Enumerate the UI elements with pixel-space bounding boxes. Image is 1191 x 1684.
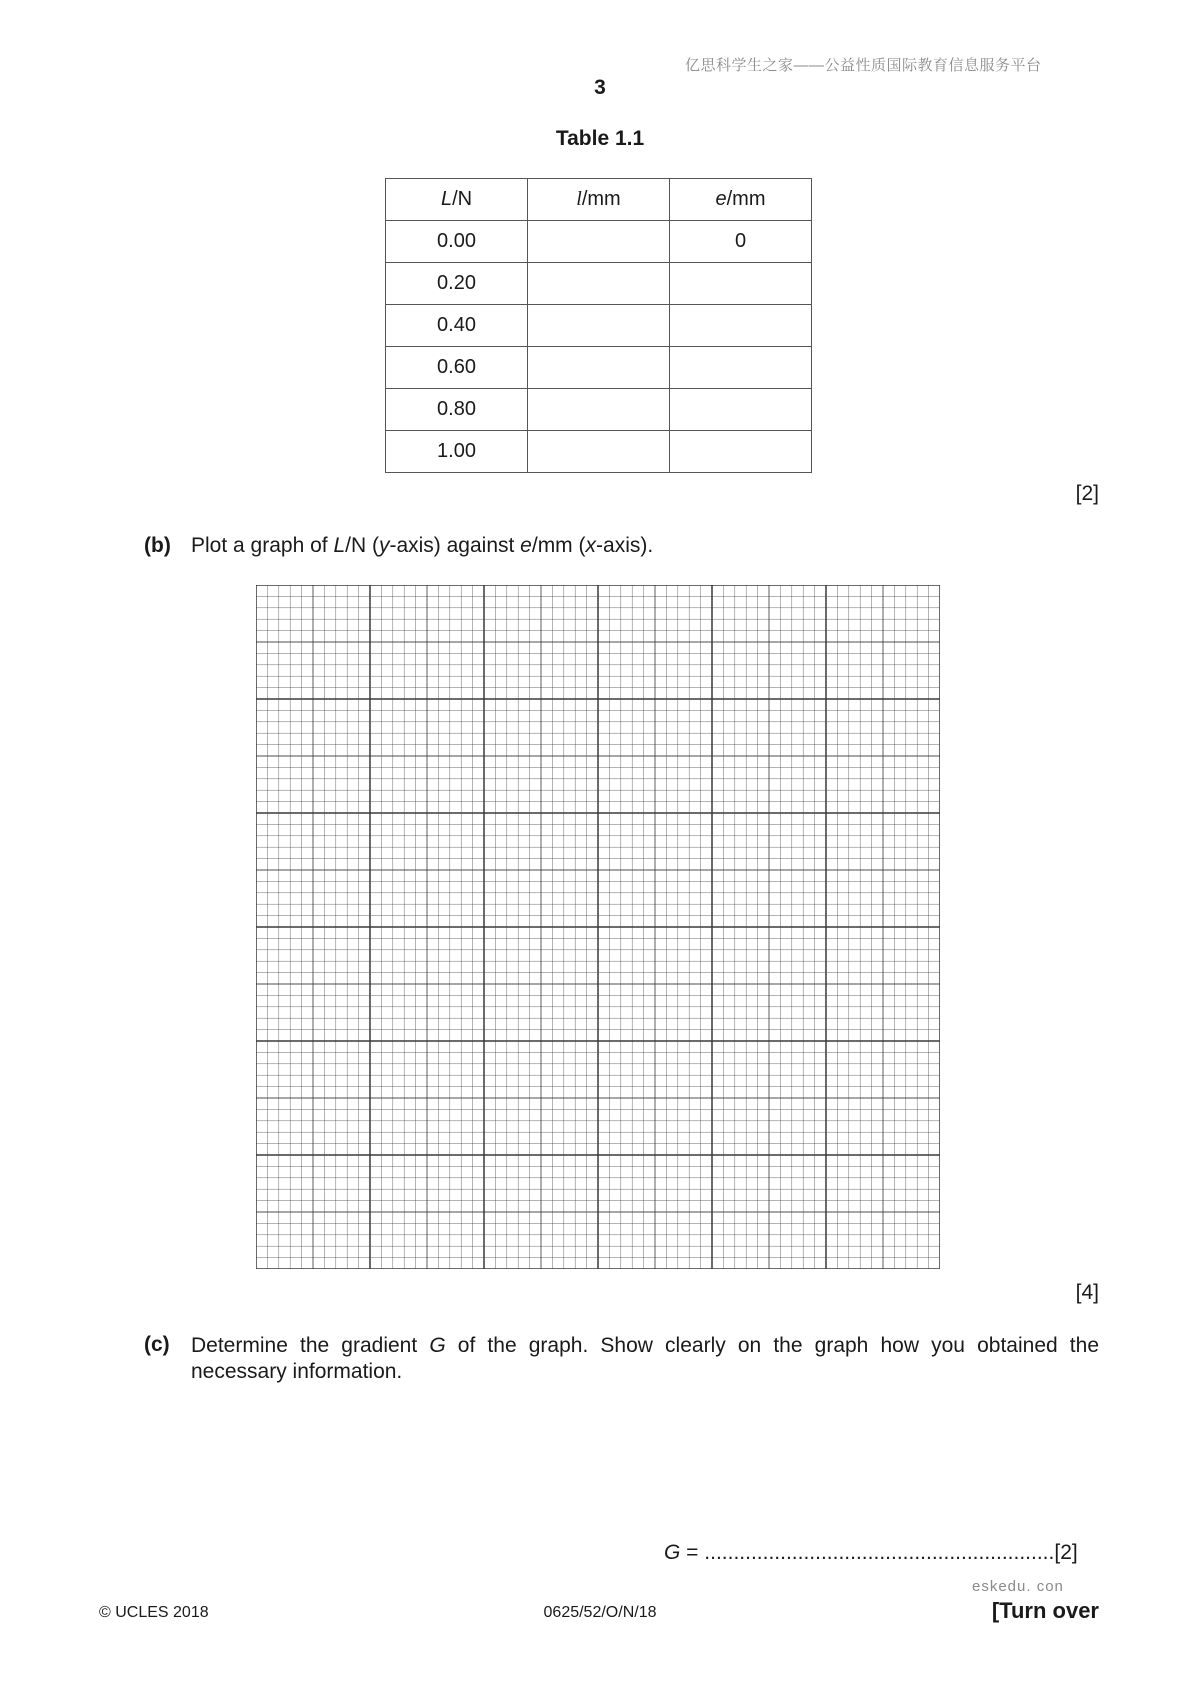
cell-load: 0.40 <box>386 305 528 347</box>
question-c-label: (c) <box>144 1333 170 1356</box>
header-load-symbol: L <box>440 188 453 210</box>
cell-length[interactable] <box>528 431 670 473</box>
footer-copyright: © UCLES 2018 <box>99 1604 209 1621</box>
cell-length[interactable] <box>528 389 670 431</box>
question-b-text-part: /N ( <box>345 534 379 557</box>
graph-grid[interactable] <box>256 585 940 1269</box>
cell-load: 0.80 <box>386 389 528 431</box>
footer-paper-code: 0625/52/O/N/18 <box>543 1604 657 1621</box>
question-b-text-part: /mm ( <box>531 534 586 557</box>
header-length-unit: /mm <box>581 188 621 210</box>
table-marks: [2] <box>1075 482 1099 505</box>
answer-dots[interactable]: ............................................................ <box>704 1541 1055 1564</box>
cell-load: 0.60 <box>386 347 528 389</box>
symbol-y: y <box>378 534 390 557</box>
table-row <box>386 305 812 347</box>
cell-length[interactable] <box>528 305 670 347</box>
answer-symbol: G <box>664 1541 681 1564</box>
cell-extension[interactable] <box>670 431 812 473</box>
question-b-text <box>191 534 653 558</box>
cell-load: 0.00 <box>386 221 528 263</box>
cell-load: 1.00 <box>386 431 528 473</box>
symbol-x: x <box>585 534 597 557</box>
graph-marks: [4] <box>1075 1281 1099 1304</box>
table-row <box>386 389 812 431</box>
question-b-text-part: -axis) against <box>389 534 521 557</box>
header-length-symbol: l <box>576 188 582 210</box>
header-load-unit: /N <box>452 188 473 210</box>
cell-extension[interactable] <box>670 263 812 305</box>
question-c-text-part: of the graph. Show clearly on the graph how you obtained the necessary information. <box>191 1334 1099 1383</box>
header-extension-unit: /mm <box>726 188 766 210</box>
cell-extension[interactable] <box>670 305 812 347</box>
table-row <box>386 347 812 389</box>
data-table <box>385 178 812 473</box>
answer-marks: [2] <box>1054 1541 1078 1564</box>
cell-extension[interactable] <box>670 347 812 389</box>
header-watermark: 亿思科学生之家——公益性质国际教育信息服务平台 <box>685 57 1042 74</box>
cell-load: 0.20 <box>386 263 528 305</box>
cell-extension[interactable]: 0 <box>670 221 812 263</box>
symbol-e: e <box>520 534 532 557</box>
table-header-row <box>386 179 812 221</box>
question-b-text-part: -axis). <box>596 534 654 557</box>
header-extension <box>670 179 812 221</box>
gradient-answer-line[interactable] <box>664 1541 1078 1565</box>
table-row <box>386 263 812 305</box>
cell-extension[interactable] <box>670 389 812 431</box>
page-number: 3 <box>594 76 606 99</box>
footer-watermark: eskedu. con <box>972 1578 1064 1595</box>
question-c-text-part: Determine the gradient <box>191 1334 430 1357</box>
header-load <box>386 179 528 221</box>
header-extension-symbol: e <box>715 188 727 210</box>
answer-equals: = <box>680 1541 705 1564</box>
cell-length[interactable] <box>528 347 670 389</box>
question-b-label: (b) <box>144 534 171 557</box>
question-b-text-part: Plot a graph of <box>191 534 334 557</box>
cell-length[interactable] <box>528 263 670 305</box>
symbol-G: G <box>429 1334 446 1357</box>
question-c-text <box>191 1333 1099 1385</box>
cell-length[interactable] <box>528 221 670 263</box>
footer-turn-over: [Turn over <box>991 1598 1099 1623</box>
table-row <box>386 221 812 263</box>
table-caption: Table 1.1 <box>555 127 645 150</box>
table-row <box>386 431 812 473</box>
header-length <box>528 179 670 221</box>
symbol-L: L <box>333 534 346 557</box>
